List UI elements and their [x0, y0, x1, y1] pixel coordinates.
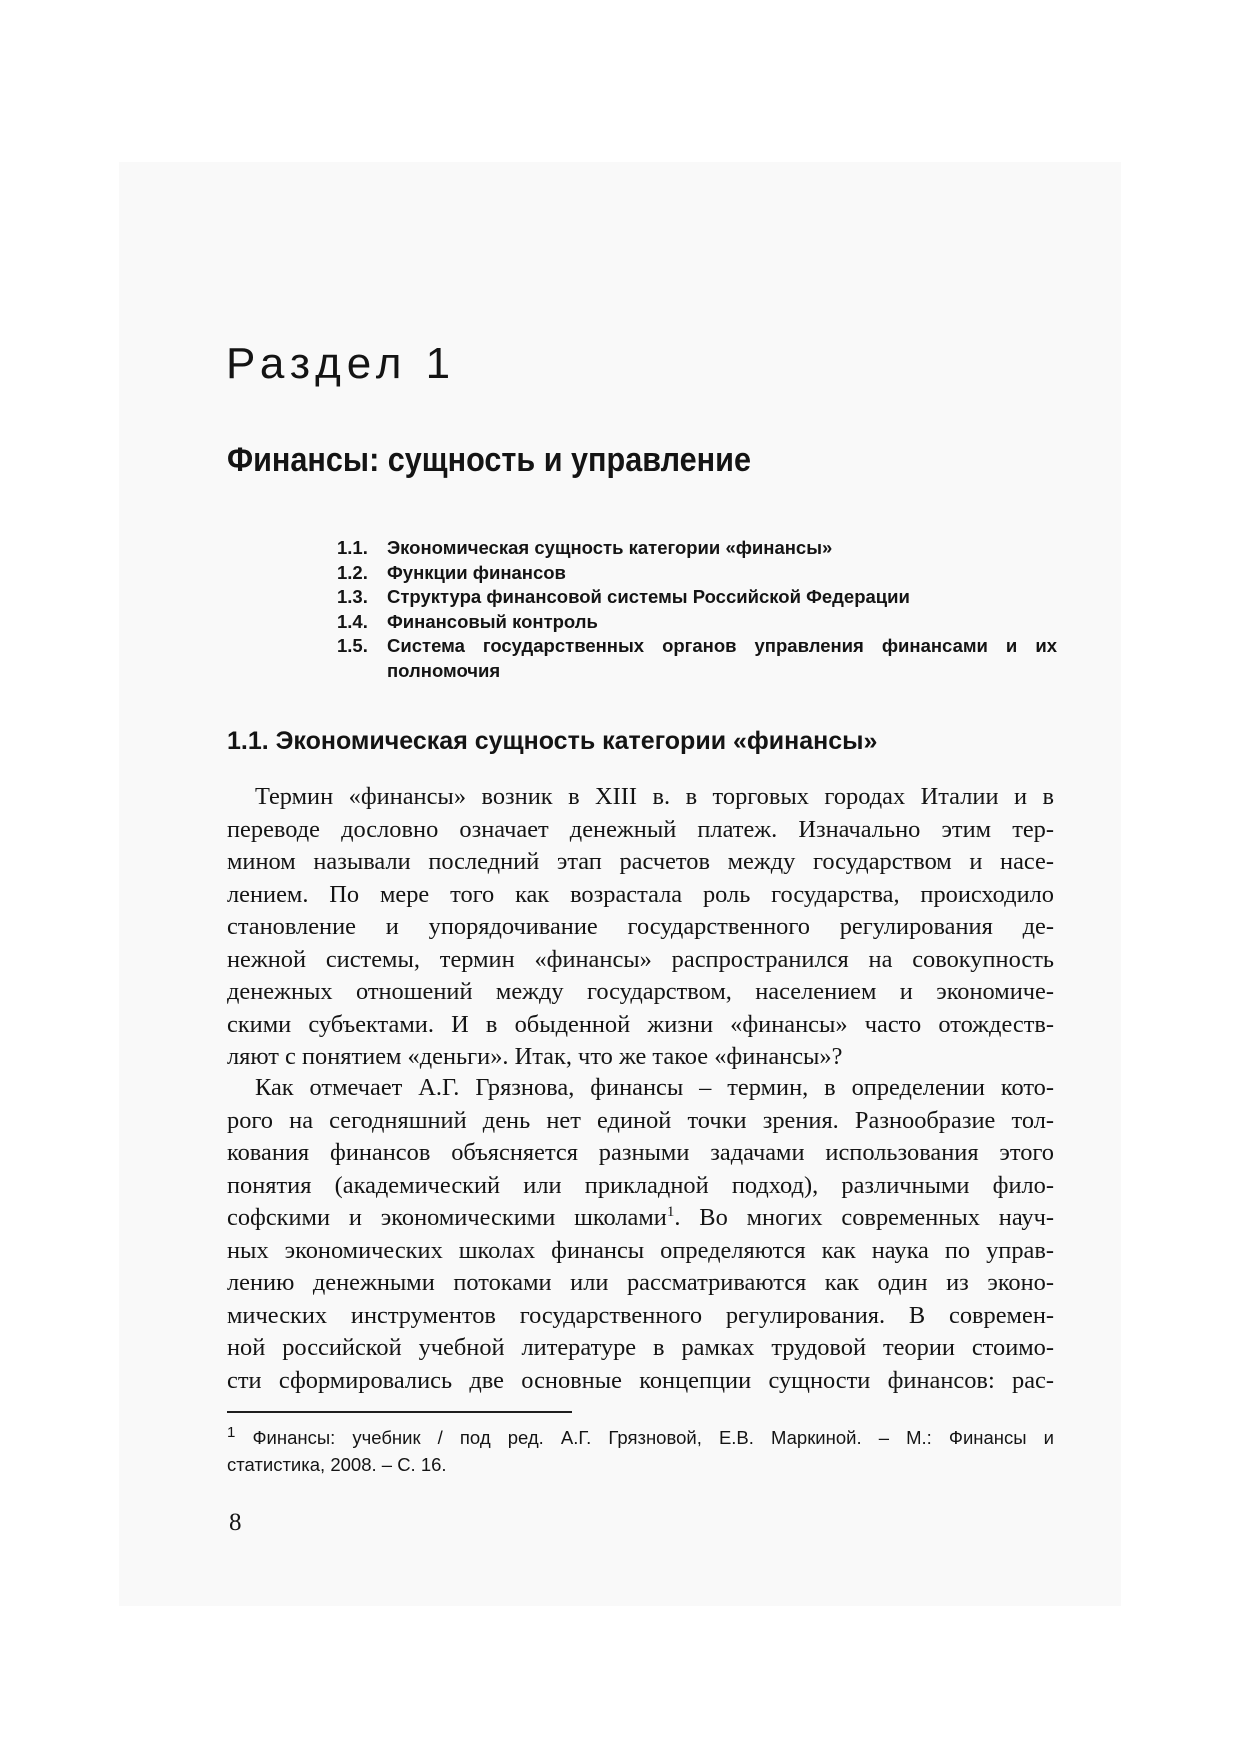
toc-title: Система государственных органов управления финансами и их полномочия: [387, 635, 1057, 681]
text-line: мических инструментов государственного регулирования. В современ-: [227, 1301, 1054, 1329]
toc-title: Финансовый контроль: [387, 610, 598, 632]
toc-number: 1.3.: [337, 586, 368, 607]
text-line: ляют с понятием «деньги». Итак, что же такое «финансы»?: [227, 1043, 843, 1070]
text-line: денежных отношений между государством, населением и экономиче-: [227, 978, 1054, 1005]
footnote-line: [227, 1424, 1054, 1451]
text-line: кования финансов объясняется разными задачами использования этого: [227, 1139, 1054, 1166]
toc-title: Экономическая сущность категории «финансы»: [387, 537, 833, 558]
footnote-reference[interactable]: 1: [666, 1203, 675, 1220]
toc-number: 1.1.: [337, 537, 368, 558]
toc-number: 1.5.: [337, 635, 368, 656]
text-line: нежной системы, термин «финансы» распространился на совокупность: [227, 945, 1054, 973]
text-line: сти сформировались две основные концепции сущности финансов: рас-: [227, 1366, 1054, 1394]
footnote: [227, 1424, 1054, 1478]
section-label: Раздел 1: [226, 339, 457, 388]
toc-number: 1.2.: [337, 561, 368, 583]
text-line: понятия (академический или прикладной подход), различными фило-: [227, 1171, 1054, 1199]
text-line: ных экономических школах финансы определяются как наука по управ-: [227, 1236, 1054, 1264]
text-line: Как отмечает А.Г. Грязнова, финансы – термин, в определении кото-: [255, 1074, 1054, 1101]
footnote-mark: 1: [227, 1423, 236, 1441]
text-line: мином называли последний этап расчетов между государством и насе-: [227, 848, 1054, 875]
table-of-contents: [337, 536, 1057, 683]
toc-title: Функции финансов: [387, 561, 566, 583]
footnote-separator: [227, 1411, 572, 1413]
text-fragment: . Во многих современных науч-: [674, 1204, 1054, 1231]
toc-item: [337, 536, 1057, 561]
chapter-title: Финансы: сущность и управление: [227, 441, 751, 479]
toc-number: 1.4.: [337, 610, 368, 632]
toc-item: [337, 561, 1057, 586]
text-line: лением. По мере того как возрастала роль государства, происходило: [227, 880, 1054, 908]
text-line: переводе дословно означает денежный платеж. Изначально этим тер-: [227, 815, 1054, 843]
toc-item: [337, 585, 1057, 610]
footnote-line: статистика, 2008. – С. 16.: [227, 1454, 447, 1475]
footnote-text: Финансы: учебник / под ред. А.Г. Грязновой, Е.В. Маркиной. – М.: Финансы и: [252, 1427, 1054, 1448]
text-line: рого на сегодняшний день нет единой точки зрения. Разнообразие тол-: [227, 1106, 1054, 1134]
paragraph-1: [227, 781, 1054, 1074]
toc-item: [337, 634, 1057, 683]
text-line: Термин «финансы» возник в XIII в. в торговых городах Италии и в: [255, 783, 1054, 810]
text-line: становление и упорядочивание государственного регулирования де-: [227, 913, 1054, 940]
toc-item: [337, 610, 1057, 635]
text-line: скими субъектами. И в обыденной жизни «финансы» часто отождеств-: [227, 1010, 1054, 1038]
text-line: [227, 1202, 1054, 1235]
page-number: 8: [229, 1509, 242, 1536]
paragraph-2: [227, 1072, 1054, 1397]
toc-title: Структура финансовой системы Российской Федерации: [387, 586, 910, 607]
text-fragment: софскими и экономическими школами: [227, 1204, 667, 1231]
subsection-heading: 1.1. Экономическая сущность категории «финансы»: [227, 727, 878, 755]
text-line: лению денежными потоками или рассматриваются как один из эконо-: [227, 1269, 1054, 1296]
text-line: ной российской учебной литературе в рамках трудовой теории стоимо-: [227, 1334, 1054, 1361]
